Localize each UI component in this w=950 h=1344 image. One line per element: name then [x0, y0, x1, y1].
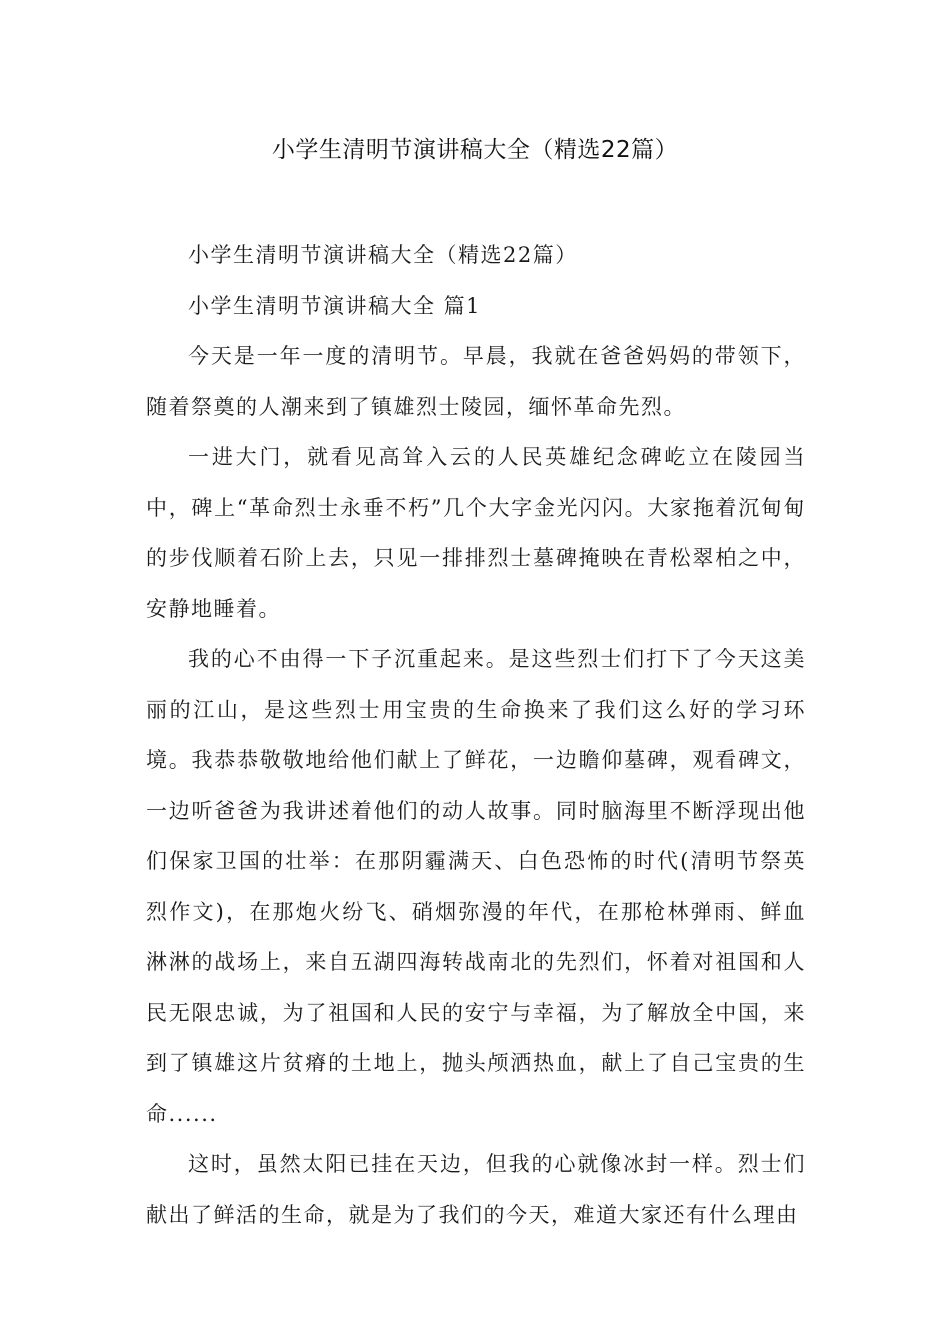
body-paragraph-section-heading: 小学生清明节演讲稿大全 篇1	[188, 293, 482, 318]
body-paragraph: 这时，虽然太阳已挂在天边，但我的心就像冰封一样。烈士们献出了鲜活的生命，就是为了我们的今天，难道大家还有什么理由	[146, 1152, 806, 1227]
body-paragraph-subtitle: 小学生清明节演讲稿大全（精选22篇）	[188, 243, 578, 267]
document-title: 小学生清明节演讲稿大全（精选22篇）	[271, 137, 679, 163]
document-body	[146, 230, 806, 1240]
body-paragraph: 我的心不由得一下子沉重起来。是这些烈士们打下了今天这美丽的江山，是这些烈士用宝贵的生命换来了我们这么好的学习环境。我恭恭敬敬地给他们献上了鲜花，一边瞻仰墓碑，观看碑文，一边听爸爸为我讲述着他们的动人故事。同时脑海里不断浮现出他们保家卫国的壮举：在那阴霾满天、白色恐怖的时代(清明节祭英烈作文)，在那炮火纷飞、硝烟弥漫的年代，在那枪林弹雨、鲜血淋淋的战场上，来自五湖四海转战南北的先烈们，怀着对祖国和人民无限忠诚，为了祖国和人民的安宁与幸福，为了解放全中国，来到了镇雄这片贫瘠的土地上，抛头颅洒热血，献上了自己宝贵的生命......	[146, 647, 806, 1126]
body-paragraph: 今天是一年一度的清明节。早晨，我就在爸爸妈妈的带领下，随着祭奠的人潮来到了镇雄烈士陵园，缅怀革命先烈。	[146, 344, 806, 419]
body-paragraph: 一进大门，就看见高耸入云的人民英雄纪念碑屹立在陵园当中，碑上“革命烈士永垂不朽”几个大字金光闪闪。大家拖着沉甸甸的步伐顺着石阶上去，只见一排排烈士墓碑掩映在青松翠柏之中，安静地睡着。	[146, 445, 806, 621]
